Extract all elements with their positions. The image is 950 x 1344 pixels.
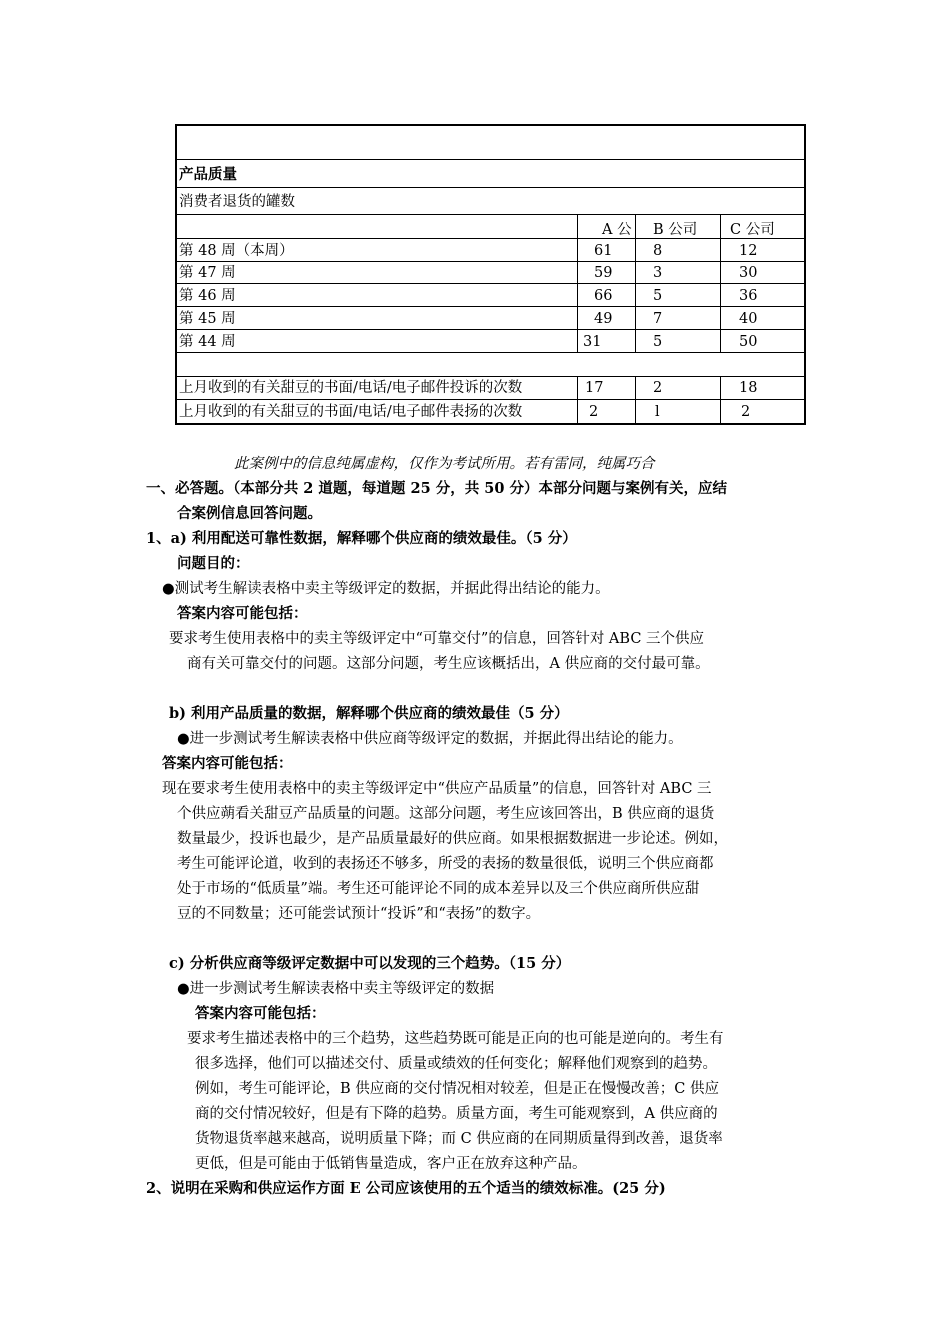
- column-header-c: C 公司: [730, 222, 775, 238]
- q1c-answer-line: 货物退货率越来越高，说明质量下降；而 C 供应商的在同期质量得到改善，退货率: [195, 1131, 723, 1147]
- q1c-purpose: ●进一步测试考生解读表格中卖主等级评定的数据: [177, 981, 495, 997]
- q1c-answer-line: 商的交付情况较好，但是有下降的趋势。质量方面，考生可能观察到，A 供应商的: [195, 1106, 718, 1122]
- column-header-a: A 公: [602, 222, 632, 238]
- part-one-heading-cont: 合案例信息回答问题。: [177, 505, 322, 522]
- cell-a-week46: 66: [594, 288, 613, 304]
- column-header-b: B 公司: [653, 222, 698, 238]
- cell-b-week46: 5: [653, 288, 663, 304]
- q1c-answer-line: 要求考生描述表格中的三个趋势，这些趋势既可能是正向的也可能是逆向的。考生有: [187, 1031, 724, 1047]
- q1b-answer-label: 答案内容可能包括：: [162, 755, 293, 772]
- q1b-purpose: ●进一步测试考生解读表格中供应商等级评定的数据，并据此得出结论的能力。: [177, 731, 683, 747]
- q1c-answer-line: 更低，但是可能由于低销售量造成，客户正在放弃这种产品。: [195, 1156, 587, 1172]
- cell-b-week45: 7: [653, 311, 663, 327]
- cell-a-week48: 61: [594, 243, 613, 259]
- cell-c-week48: 12: [739, 243, 758, 259]
- q1a-answer-line: 要求考生使用表格中的卖主等级评定中“可靠交付”的信息，回答针对 ABC 三个供应: [169, 631, 705, 647]
- row-label-week46: 第 46 周: [179, 288, 236, 304]
- cell-c-week47: 30: [739, 265, 758, 281]
- q1b-answer-line: 豆的不同数量；还可能尝试预计“投诉”和“表扬”的数字。: [177, 906, 541, 922]
- row-label-week47: 第 47 周: [179, 265, 236, 281]
- cell-c-praises: 2: [741, 404, 751, 420]
- question-2-title: 2、说明在采购和供应运作方面 E 公司应该使用的五个适当的绩效标准。(25 分): [146, 1180, 666, 1197]
- supplier-quality-table: [175, 124, 806, 425]
- q1b-answer-line: 数量最少，投诉也最少，是产品质量最好的供应商。如果根据数据进一步论述。例如，: [177, 831, 728, 847]
- cell-c-complaints: 18: [739, 380, 758, 396]
- cell-b-complaints: 2: [653, 380, 663, 396]
- q1b-answer-line: 考生可能评论道，收到的表扬还不够多，所受的表扬的数量很低，说明三个供应商都: [177, 856, 714, 872]
- q1b-answer-line: 现在要求考生使用表格中的卖主等级评定中“供应产品质量”的信息，回答针对 ABC 三: [162, 781, 712, 797]
- question-1a-title: 1、a) 利用配送可靠性数据，解释哪个供应商的绩效最佳。（5 分）: [146, 530, 577, 547]
- question-1b-title: b) 利用产品质量的数据，解释哪个供应商的绩效最佳（5 分）: [169, 705, 569, 722]
- disclaimer: 此案例中的信息纯属虚构，仅作为考试所用。若有雷同，纯属巧合: [234, 456, 655, 472]
- question-1c-title: c) 分析供应商等级评定数据中可以发现的三个趋势。（15 分）: [169, 955, 571, 972]
- q1c-answer-label: 答案内容可能包括：: [195, 1005, 326, 1022]
- row-label-week45: 第 45 周: [179, 311, 236, 327]
- q1a-purpose-label: 问题目的：: [177, 555, 250, 572]
- part-one-heading: 一、必答题。（本部分共 2 道题，每道题 25 分，共 50 分）本部分问题与案例有关，应结: [146, 480, 727, 497]
- q1c-answer-line: 很多选择，他们可以描述交付、质量或绩效的任何变化；解释他们观察到的趋势。: [195, 1056, 717, 1072]
- q1a-answer-label: 答案内容可能包括：: [177, 605, 308, 622]
- row-label-week44: 第 44 周: [179, 334, 236, 350]
- q1b-answer-line: 处于市场的“低质量”端。考生还可能评论不同的成本差异以及三个供应商所供应甜: [177, 881, 700, 897]
- row-label-complaints: 上月收到的有关甜豆的书面/电话/电子邮件投诉的次数: [179, 380, 523, 396]
- cell-b-week48: 8: [653, 243, 663, 259]
- row-label-week48: 第 48 周（本周）: [179, 243, 294, 259]
- table-subtitle: 消费者退货的罐数: [179, 194, 295, 210]
- cell-c-week46: 36: [739, 288, 758, 304]
- cell-c-week45: 40: [739, 311, 758, 327]
- cell-a-praises: 2: [589, 404, 599, 420]
- cell-b-week44: 5: [653, 334, 663, 350]
- cell-b-week47: 3: [653, 265, 663, 281]
- q1c-answer-line: 例如，考生可能评论，B 供应商的交付情况相对较差，但是正在慢慢改善；C 供应: [195, 1081, 719, 1097]
- table-section-title: 产品质量: [179, 166, 237, 183]
- q1b-answer-line: 个供应蒴看关甜豆产品质量的问题。这部分问题，考生应该回答出，B 供应商的退货: [177, 806, 715, 822]
- cell-a-week44: 31: [583, 334, 602, 350]
- cell-b-praises: l: [655, 404, 660, 420]
- cell-a-complaints: 17: [585, 380, 604, 396]
- q1a-purpose: ●测试考生解读表格中卖主等级评定的数据，并据此得出结论的能力。: [162, 581, 610, 597]
- q1a-answer-line: 商有关可靠交付的问题。这部分问题，考生应该概括出，A 供应商的交付最可靠。: [187, 656, 710, 672]
- cell-a-week45: 49: [594, 311, 613, 327]
- row-label-praises: 上月收到的有关甜豆的书面/电话/电子邮件表扬的次数: [179, 404, 523, 420]
- cell-a-week47: 59: [594, 265, 613, 281]
- cell-c-week44: 50: [739, 334, 758, 350]
